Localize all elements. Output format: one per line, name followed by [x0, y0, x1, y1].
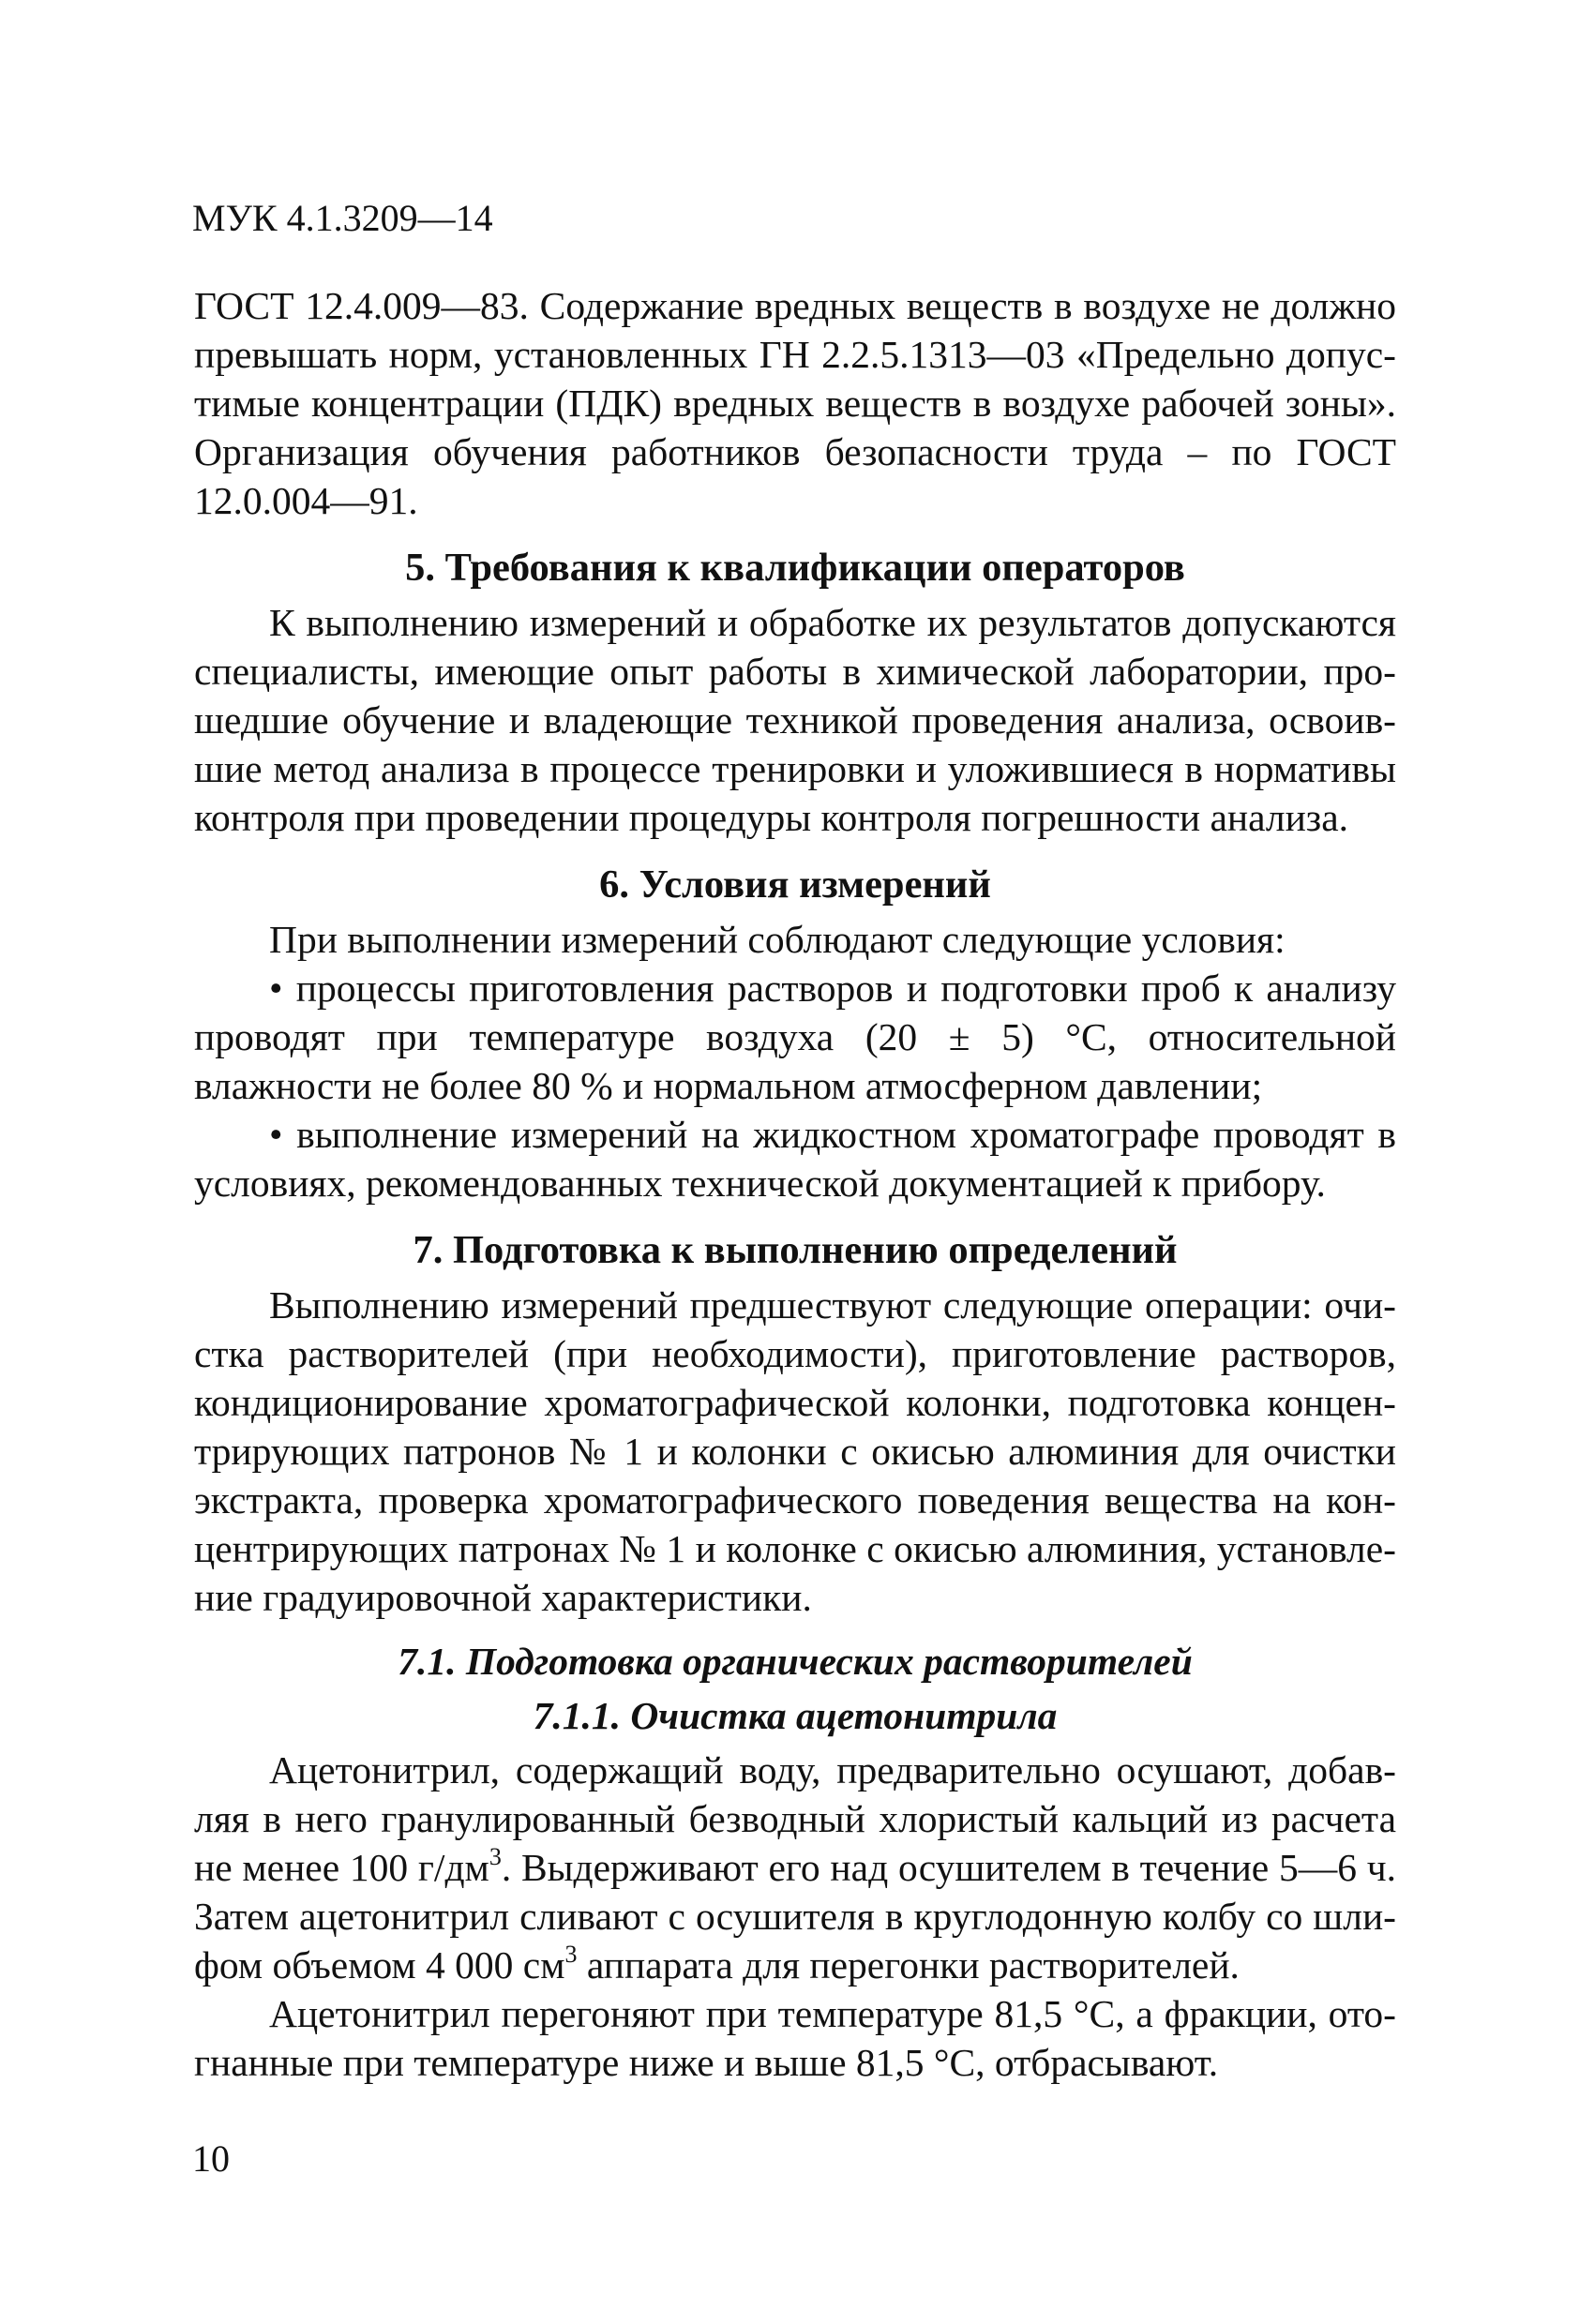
superscript-cube-2: 3 [564, 1941, 578, 1969]
paragraph-7-1-1-drying-part-3: аппарата для перегонки растворителей. [577, 1943, 1240, 1987]
paragraph-7-1-1-distillation: Ацетонитрил перегоняют при температуре 81,5 °С, а фракции, отогнанные при температуре ниже и выше 81,5 °С, отбрасывают. [194, 1992, 1396, 2084]
paragraph-section-7: Выполнению измерений предшествуют следующие операции: очистка растворителей (при необходимости), приготовление растворов, кондиционирование хроматографической колонки, подготовка концентрирующих патронов № 1 и колонки с окисью алюминия для очистки экстракта, проверка хроматографического поведения вещества на концентрирующих патронах № 1 и колонке с окисью алюминия, установление градуировочной характеристики. [194, 1283, 1396, 1619]
page-content [194, 281, 1396, 2087]
section-5-title: 5. Требования к квалификации операторов [405, 546, 1185, 590]
section-7-title: 7. Подготовка к выполнению определений [413, 1228, 1178, 1272]
superscript-cube-1: 3 [489, 1843, 502, 1871]
paragraph-7-1-1-drying [194, 1746, 1396, 1989]
subsection-7-1-title: 7.1. Подготовка органических растворителей [398, 1640, 1193, 1683]
paragraph-7-1-1-drying-part-2: . Выдерживают его над осушителем в течение 5—6 ч. Затем ацетонитрил сливают с осушителя в круглодонную колбу со шлифом объемом 4 000 см [194, 1846, 1396, 1987]
paragraph-gost-intro: ГОСТ 12.4.009—83. Содержание вредных веществ в воздухе не должно превышать норм, установленных ГН 2.2.5.1313—03 «Предельно допустимые концентрации (ПДК) вредных веществ в воздухе рабочей зоны». Организация обучения работников безопасности труда – по ГОСТ 12.0.004—91. [194, 284, 1396, 522]
document-header: МУК 4.1.3209—14 [192, 197, 493, 239]
bullet-item-conditions-1: • процессы приготовления растворов и подготовки проб к анализу проводят при температуре воздуха (20 ± 5) °С, относительной влажности не более 80 % и нормальном атмосферном давлении; [194, 967, 1396, 1107]
bullet-item-conditions-2: • выполнение измерений на жидкостном хроматографе проводят в условиях, рекомендованных технической документацией к прибору. [194, 1113, 1396, 1205]
paragraph-section-6-intro: При выполнении измерений соблюдают следующие условия: [269, 918, 1286, 961]
subsection-7-1-1-title: 7.1.1. Очистка ацетонитрила [533, 1694, 1058, 1737]
section-6-title: 6. Условия измерений [599, 862, 991, 907]
page-number: 10 [192, 2137, 230, 2180]
paragraph-7-1-1-drying-part-1: Ацетонитрил, содержащий воду, предварительно осушают, добавляя в него гранулированный безводный хлористый кальций из расчета не менее 100 г/дм [194, 1748, 1396, 1889]
paragraph-section-5: К выполнению измерений и обработке их результатов допускаются специалисты, имеющие опыт работы в химической лаборатории, прошедшие обучение и владеющие техникой проведения анализа, освоившие метод анализа в процессе тренировки и уложившиеся в нормативы контроля при проведении процедуры контроля погрешности анализа. [194, 601, 1396, 839]
